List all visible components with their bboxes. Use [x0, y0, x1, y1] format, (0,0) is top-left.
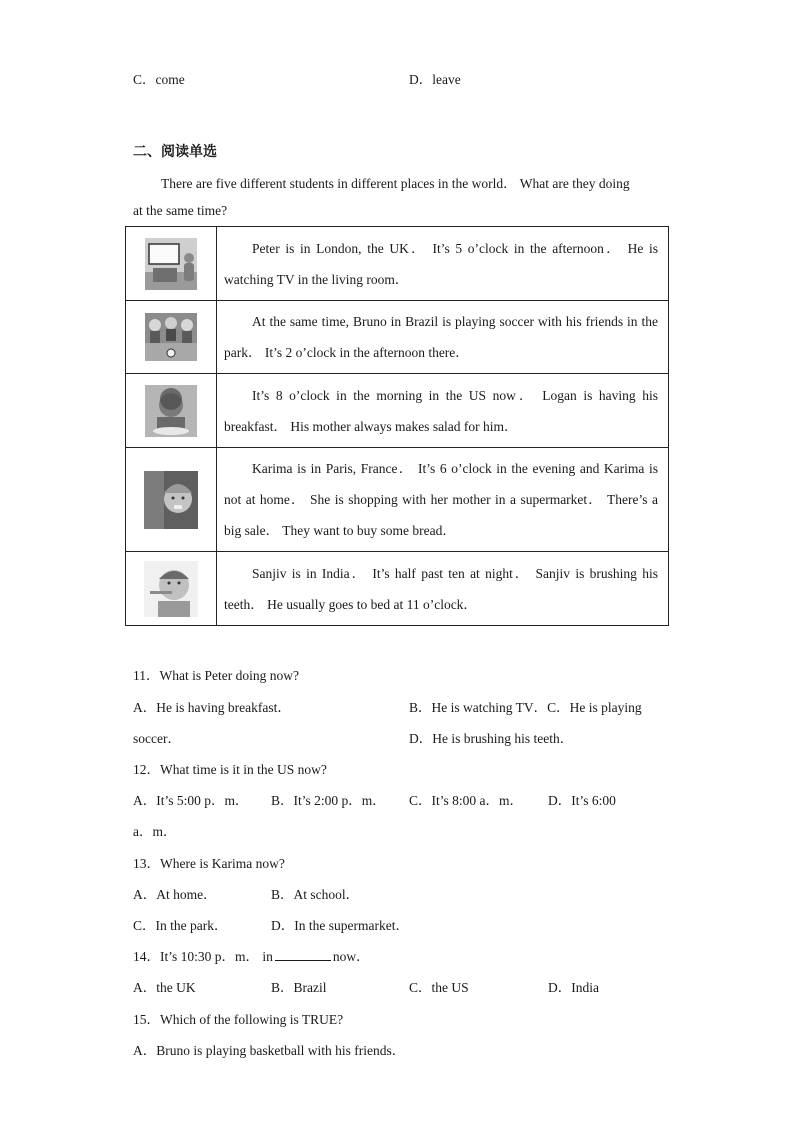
text-cell: [217, 301, 669, 374]
option-c-come: C．come: [133, 72, 185, 87]
q14-stem-after: now．: [332, 949, 370, 964]
tv-room-image: [145, 238, 197, 290]
q12-option-b: B．It’s 2:00 p．m．: [271, 793, 386, 808]
boy-breakfast-image: [145, 385, 197, 437]
q11-option-a: A．He is having breakfast．: [133, 700, 291, 715]
q14-option-b: B．Brazil: [271, 980, 327, 995]
q13-option-c: C．In the park．: [133, 918, 228, 933]
q12-option-d: D．It’s 6:00: [548, 793, 616, 808]
text-cell: [217, 552, 669, 626]
table-row: [126, 448, 669, 552]
q13-stem: 13．Where is Karima now?: [133, 856, 285, 871]
image-cell: [126, 448, 217, 552]
text-cell: [217, 448, 669, 552]
row-text: At the same time, Bruno in Brazil is playing soccer with his friends in the park． It’s 2 o’clock in the afternoon there．: [224, 314, 658, 360]
q14-option-c: C．the US: [409, 980, 469, 995]
q14-option-a: A．the UK: [133, 980, 196, 995]
table-row: [126, 227, 669, 301]
table-row: [126, 301, 669, 374]
q14-stem-before: 14．It’s 10:30 p．m． in: [133, 949, 273, 964]
option-d-leave: D．leave: [409, 72, 461, 87]
intro-line-2: at the same time?: [133, 203, 228, 218]
soccer-kids-image: [145, 313, 197, 361]
q14-stem: [133, 945, 370, 965]
text-cell: [217, 374, 669, 448]
intro-line-1: There are five different students in different places in the world． What are they doing: [161, 176, 630, 191]
table-row: [126, 374, 669, 448]
q11-stem: 11．What is Peter doing now?: [133, 668, 299, 683]
q12-option-a: A．It’s 5:00 p．m．: [133, 793, 249, 808]
image-cell: [126, 552, 217, 626]
q12-option-c: C．It’s 8:00 a．m．: [409, 793, 523, 808]
girl-eating-image: [144, 471, 198, 529]
row-text: Karima is in Paris, France． It’s 6 o’clock in the evening and Karima is not at home． She is shopping with her mother in a supermarket． There’s a big sale． They want to buy some bread．: [224, 461, 658, 538]
reading-table: [125, 226, 669, 626]
q15-stem: 15．Which of the following is TRUE?: [133, 1012, 344, 1027]
q15-option-a: A．Bruno is playing basketball with his friends．: [133, 1043, 406, 1058]
section-title: 二、阅读单选: [133, 144, 217, 160]
boy-brushing-image: [144, 561, 198, 617]
q13-option-d: D．In the supermarket．: [271, 918, 409, 933]
image-cell: [126, 301, 217, 374]
q11-option-b: B．He is watching TV．C．He is playing: [409, 700, 642, 715]
q13-option-b: B．At school．: [271, 887, 360, 902]
q14-option-d: D．India: [548, 980, 599, 995]
image-cell: [126, 227, 217, 301]
row-text: Peter is in London, the UK． It’s 5 o’clock in the afternoon． He is watching TV in the living room．: [224, 240, 658, 287]
q12-stem: 12．What time is it in the US now?: [133, 762, 327, 777]
text-cell: [217, 227, 669, 301]
q11-option-c-cont: soccer．: [133, 731, 181, 746]
q11-option-d: D．He is brushing his teeth．: [409, 731, 574, 746]
image-cell: [126, 374, 217, 448]
answer-blank: [275, 948, 331, 961]
row-text: It’s 8 o’clock in the morning in the US now． Logan is having his breakfast． His mother always makes salad for him．: [224, 387, 658, 434]
q12-option-d-cont: a．m．: [133, 824, 177, 839]
q13-option-a: A．At home．: [133, 887, 217, 902]
table-row: [126, 552, 669, 626]
row-text: Sanjiv is in India． It’s half past ten at night． Sanjiv is brushing his teeth． He usually goes to bed at 11 o’clock．: [224, 565, 658, 612]
